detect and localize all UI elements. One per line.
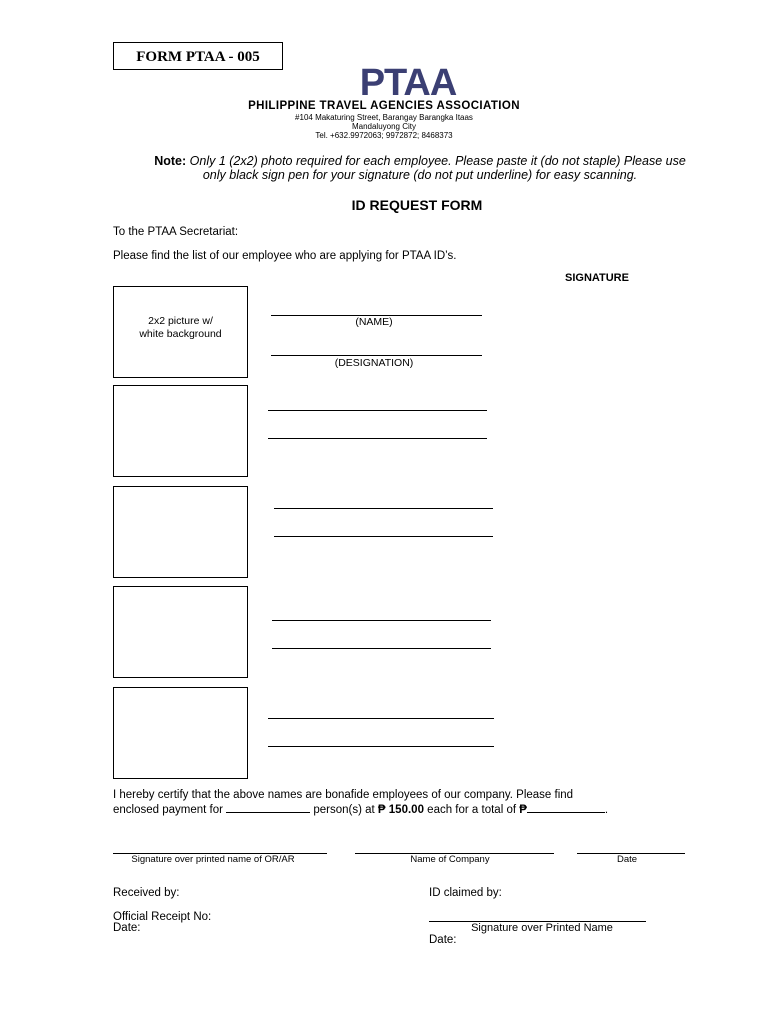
form-title: ID REQUEST FORM (351, 197, 483, 213)
form-code: FORM PTAA - 005 (113, 42, 283, 70)
org-name: PHILIPPINE TRAVEL AGENCIES ASSOCIATION (248, 100, 520, 112)
photo-placeholder (114, 287, 247, 341)
designation-label: (DESIGNATION) (334, 357, 414, 369)
note-line2: only black sign pen for your signature (do not put underline) for easy scanning. (202, 168, 638, 182)
ptaa-logo-text: PTAA (359, 64, 457, 98)
certification-each: each for a total of (427, 804, 517, 816)
certification-prefix: enclosed payment for (113, 804, 223, 816)
claimant-signature-label: Signature over Printed Name (471, 922, 613, 934)
received-date-label: Date: (113, 922, 141, 934)
designation-line-2[interactable] (268, 438, 487, 439)
photo-box-1[interactable] (113, 286, 248, 378)
id-claimed-by-label: ID claimed by: (429, 887, 502, 899)
date-label: Date (616, 854, 638, 865)
photo-box-4[interactable] (113, 586, 248, 678)
designation-line-1[interactable] (271, 355, 482, 356)
name-line-4[interactable] (272, 620, 491, 621)
peso-sign: ₱ (519, 804, 527, 816)
company-name-label: Name of Company (410, 854, 490, 865)
designation-line-5[interactable] (268, 746, 494, 747)
name-label: (NAME) (355, 316, 393, 328)
certification-end: . (604, 804, 609, 816)
salutation: To the PTAA Secretariat: (113, 226, 239, 238)
note-label: Note: (154, 154, 187, 168)
photo-placeholder-line1: 2x2 picture w/ (148, 315, 213, 327)
claimed-date-label: Date: (429, 934, 457, 946)
note-line1: Only 1 (2x2) photo required for each employee. Please paste it (do not staple) Please use (189, 154, 686, 168)
received-by-label: Received by: (113, 887, 180, 899)
photo-box-3[interactable] (113, 486, 248, 578)
org-telephone: Tel. +632.9972063; 9972872; 8468373 (315, 131, 453, 140)
name-line-2[interactable] (268, 410, 487, 411)
persons-count-blank[interactable] (226, 802, 310, 813)
ptaa-logo (338, 64, 478, 98)
signature-header: SIGNATURE (565, 272, 629, 284)
photo-placeholder-line2: white background (139, 328, 222, 340)
total-amount-blank[interactable] (527, 802, 605, 813)
or-ar-signature-label: Signature over printed name of OR/AR (131, 854, 295, 865)
certification-persons: person(s) at (313, 804, 375, 816)
note (100, 154, 740, 182)
certification (113, 789, 713, 817)
intro-text: Please find the list of our employee who are applying for PTAA ID’s. (113, 250, 457, 262)
name-line-3[interactable] (274, 508, 493, 509)
name-line-5[interactable] (268, 718, 494, 719)
official-receipt-label: Official Receipt No: (113, 911, 212, 923)
org-address-line2: Mandaluyong City (351, 122, 417, 131)
designation-line-4[interactable] (272, 648, 491, 649)
designation-line-3[interactable] (274, 536, 493, 537)
photo-box-5[interactable] (113, 687, 248, 779)
certification-line1: I hereby certify that the above names are bonafide employees of our company. Please find (113, 789, 574, 801)
photo-box-2[interactable] (113, 385, 248, 477)
org-address-line1: #104 Makaturing Street, Barangay Barangka Itaas (295, 113, 473, 122)
certification-amount: ₱ 150.00 (377, 804, 424, 816)
